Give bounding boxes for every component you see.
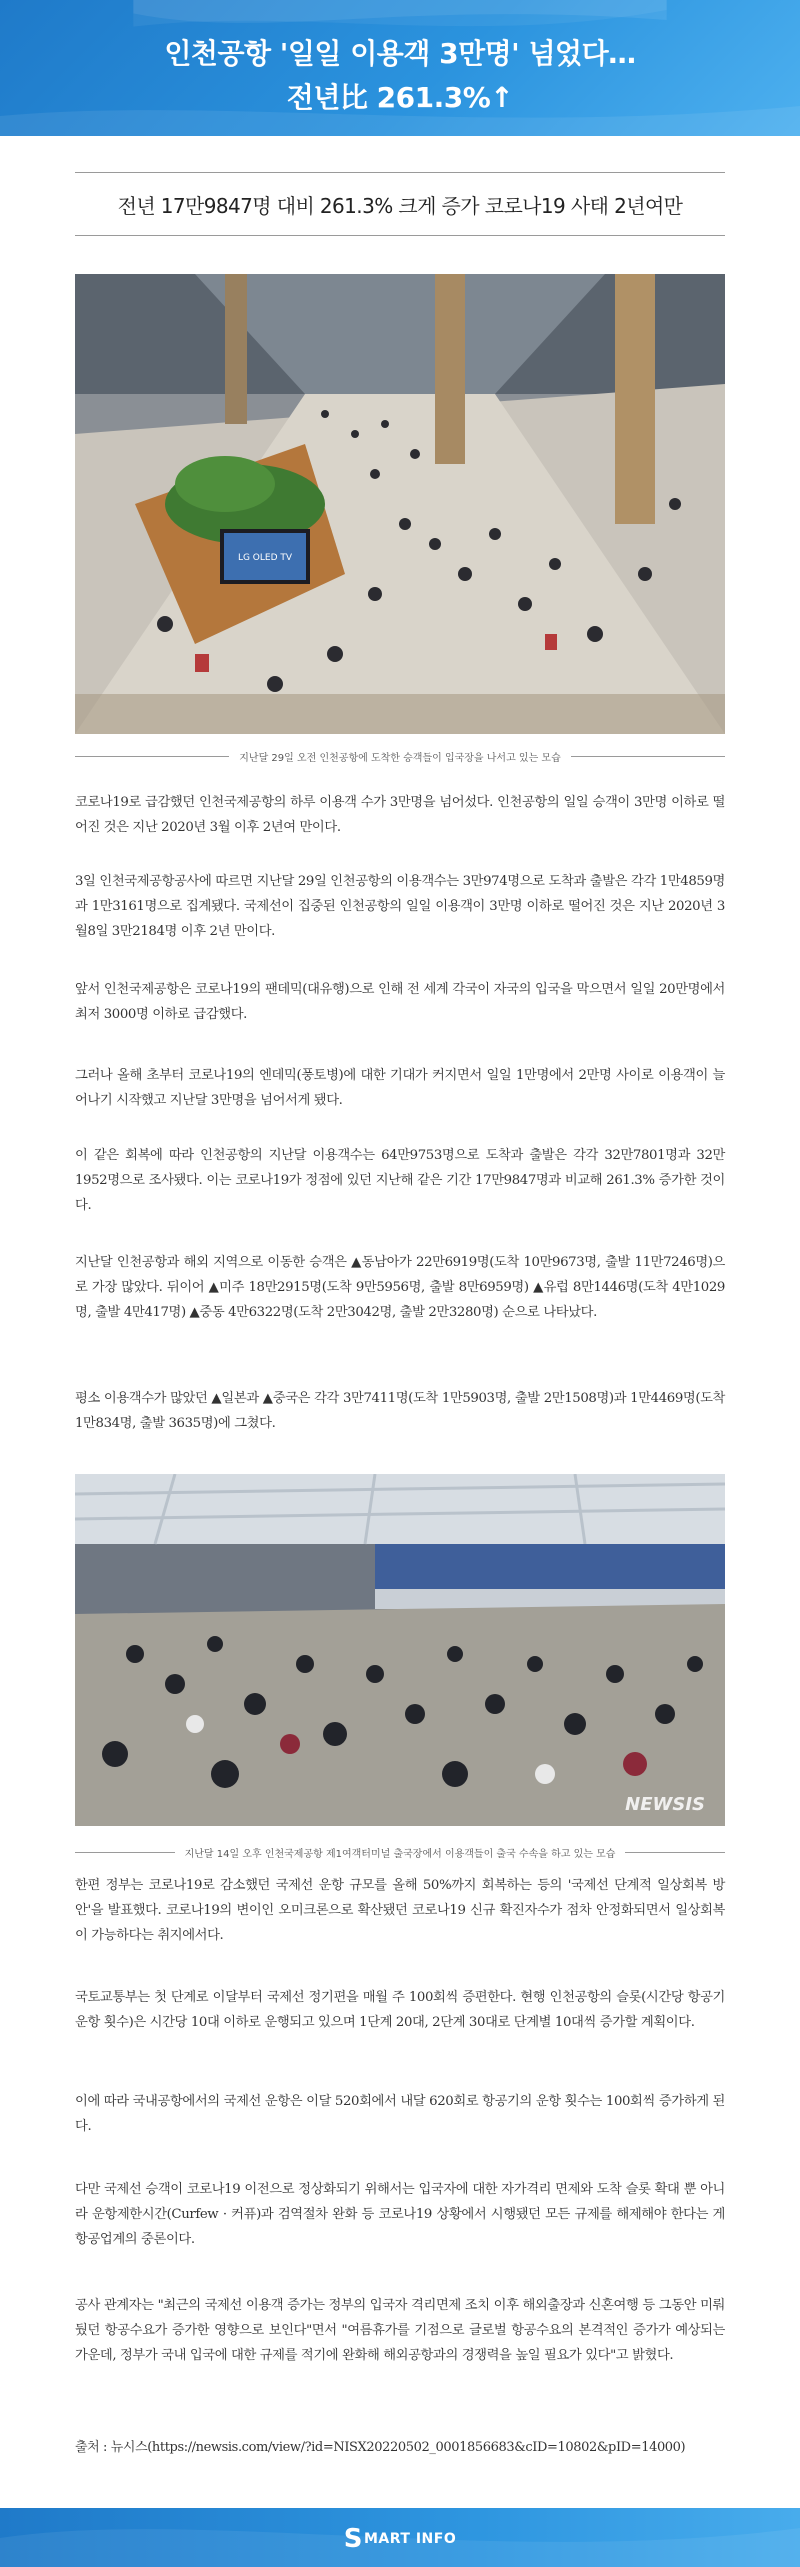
photo-caption-1 [75, 747, 725, 765]
logo-initial: S [343, 2524, 363, 2554]
paragraph-5: 이 같은 회복에 따라 인천공항의 지난달 이용객수는 64만9753명으로 도착과 출발은 각각 32만7801명과 32만1952명으로 조사됐다. 이는 코로나19가 정점에 있던 지난해 같은 기간 17만9847명과 비교해 261.3% 증가한 것이다. [75, 1148, 725, 1213]
photo-arrival-hall [75, 274, 725, 734]
paragraph-3: 앞서 인천국제공항은 코로나19의 팬데믹(대유행)으로 인해 전 세계 각국이 자국의 입국을 막으면서 일일 20만명에서 최저 3000명 이하로 급감했다. [75, 982, 725, 1022]
paragraph-6: 지난달 인천공항과 해외 지역으로 이동한 승객은 ▲동남아가 22만6919명(도착 10만9673명, 출발 11만7246명)으로 가장 많았다. 뒤이어 ▲미주 18만2915명(도착 9만5956명, 출발 8만6959명) ▲유럽 8만1446명(도착 4만1029명, 출발 4만417명) ▲중동 4만6322명(도착 2만3042명, 출발 2만3280명) 순으로 나타났다. [75, 1255, 725, 1320]
paragraph-11: 다만 국제선 승객이 코로나19 이전으로 정상화되기 위해서는 입국자에 대한 자가격리 면제와 도착 슬롯 확대 뿐 아니라 운항제한시간(Curfew · 커퓨)과 검역절차 완화 등 코로나19 상황에서 시행됐던 모든 규제를 해제해야 한다는 게 항공업계의 중론이다. [75, 2182, 725, 2247]
photo-departure-hall [75, 1474, 725, 1826]
photo-caption-2 [75, 1843, 725, 1861]
footer-banner [0, 2508, 800, 2567]
subtitle-text: 전년 17만9847명 대비 261.3% 크게 증가 코로나19 사태 2년여만 [117, 193, 683, 218]
headline-line-1: 인천공항 '일일 이용객 3만명' 넘었다… [164, 37, 636, 70]
subtitle-box [75, 172, 725, 236]
newsis-watermark: NEWSIS [625, 1794, 705, 1815]
paragraph-7: 평소 이용객수가 많았던 ▲일본과 ▲중국은 각각 3만7411명(도착 1만5903명, 출발 2만1508명)과 1만4469명(도착 1만834명, 출발 3635명)에 그쳤다. [75, 1391, 725, 1431]
led-tv-label: LG OLED TV [237, 553, 293, 563]
logo-text: MART INFO [364, 2531, 457, 2547]
source-citation: 출처 : 뉴시스(https://newsis.com/view/?id=NISX20220502_0001856683&cID=10802&pID=14000) [75, 2440, 686, 2455]
paragraph-4: 그러나 올해 초부터 코로나19의 엔데믹(풍토병)에 대한 기대가 커지면서 일일 1만명에서 2만명 사이로 이용객이 늘어나기 시작했고 지난달 3만명을 넘어서게 됐다. [75, 1068, 725, 1108]
paragraph-2: 3일 인천국제공항공사에 따르면 지난달 29일 인천공항의 이용객수는 3만974명으로 도착과 출발은 각각 1만4859명과 1만3161명으로 집계됐다. 국제선이 집중된 인천공항의 일일 이용객이 3만명 이하로 떨어진 것은 지난 2020년 3월8일 3만2184명 이후 2년 만이다. [75, 874, 725, 939]
caption-text-1: 지난달 29일 오전 인천공항에 도착한 승객들이 입국장을 나서고 있는 모습 [239, 752, 561, 764]
paragraph-12: 공사 관계자는 "최근의 국제선 이용객 증가는 정부의 입국자 격리면제 조치 이후 해외출장과 신혼여행 등 그동안 미뤄뒀던 항공수요가 증가한 영향으로 보인다"면서 "여름휴가를 기점으로 글로벌 항공수요의 본격적인 증가가 예상되는 가운데, 정부가 국내 입국에 대한 규제를 적기에 완화해 해외공항과의 경쟁력을 높일 필요가 있다"고 밝혔다. [75, 2298, 725, 2363]
smart-info-logo [0, 2524, 800, 2554]
paragraph-1: 코로나19로 급감했던 인천국제공항의 하루 이용객 수가 3만명을 넘어섰다. 인천공항의 일일 승객이 3만명 이하로 떨어진 것은 지난 2020년 3월 이후 2년여 만이다. [75, 795, 725, 835]
paragraph-9: 국토교통부는 첫 단계로 이달부터 국제선 정기편을 매월 주 100회씩 증편한다. 현행 인천공항의 슬롯(시간당 항공기 운항 횟수)은 시간당 10대 이하로 운행되고 있으며 1단계 20대, 2단계 30대로 단계별 10대씩 증가할 계획이다. [75, 1990, 725, 2030]
header-banner [0, 0, 800, 136]
caption-text-2: 지난달 14일 오후 인천국제공항 제1여객터미널 출국장에서 이용객들이 출국 수속을 하고 있는 모습 [184, 1848, 616, 1860]
headline-line-2: 전년比 261.3%↑ [286, 81, 514, 114]
paragraph-8: 한편 정부는 코로나19로 감소했던 국제선 운항 규모를 올해 50%까지 회복하는 등의 '국제선 단계적 일상회복 방안'을 발표했다. 코로나19의 변이인 오미크론으로 확산됐던 코로나19 신규 확진자수가 점차 안정화되면서 일상회복이 가능하다는 취지에서다. [75, 1878, 725, 1943]
paragraph-10: 이에 따라 국내공항에서의 국제선 운항은 이달 520회에서 내달 620회로 항공기의 운항 횟수는 100회씩 증가하게 된다. [75, 2094, 725, 2134]
